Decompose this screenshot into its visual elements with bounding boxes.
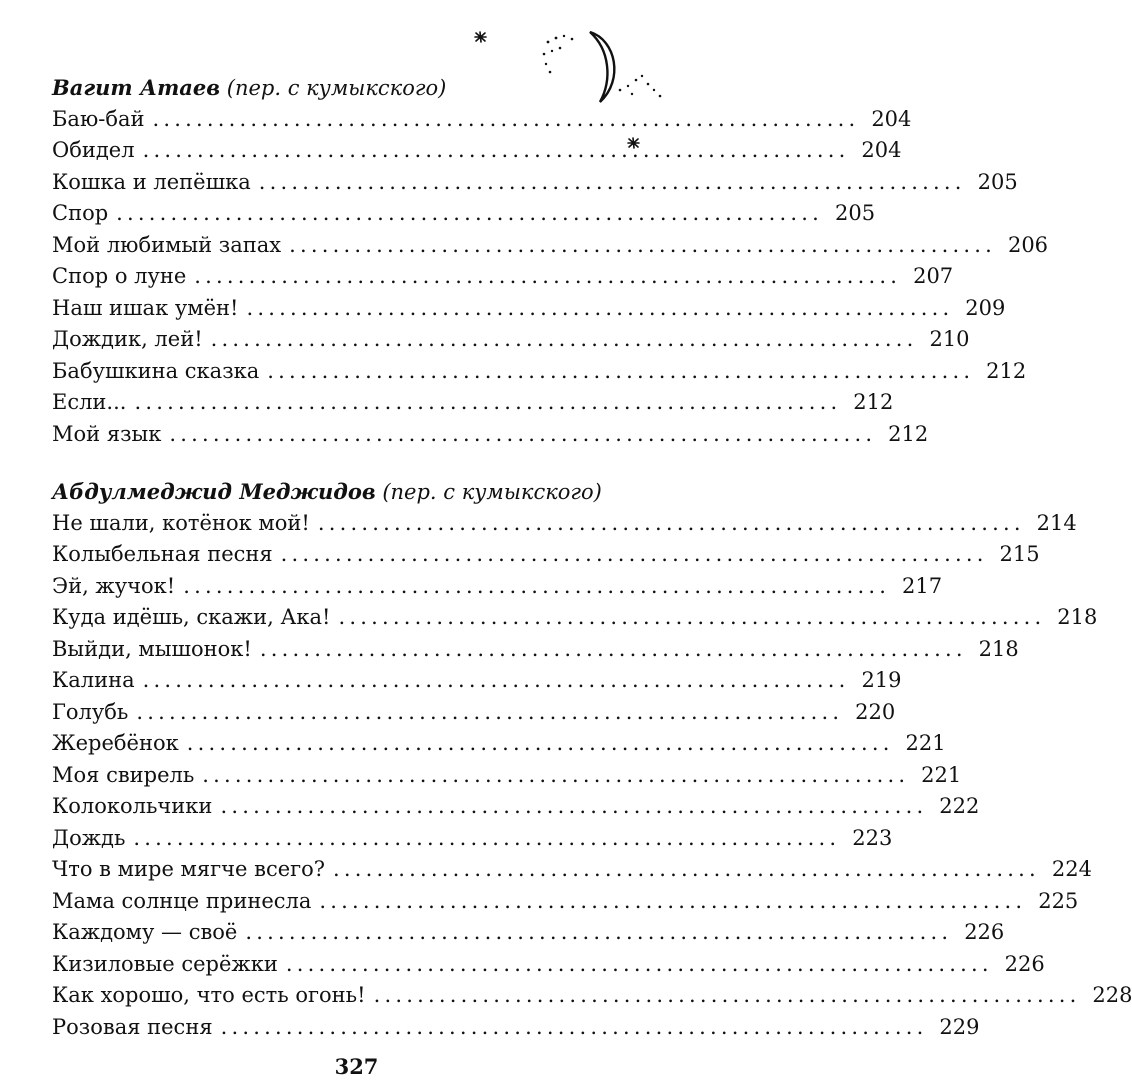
dot-leader: ................................................................. <box>186 731 894 755</box>
toc-entry[interactable] <box>52 167 1018 199</box>
entry-title: Дождь <box>52 825 126 850</box>
entry-title: Баю-бай <box>52 106 145 131</box>
page-number: 327 <box>334 1054 379 1079</box>
dot-leader: ................................................................. <box>134 390 842 414</box>
entry-title: Голубь <box>52 699 129 724</box>
entry-title: Каждому — своё <box>52 920 238 944</box>
toc-entry[interactable] <box>52 261 954 293</box>
moon-icon <box>590 32 614 102</box>
entry-title: Моя свирель <box>52 762 195 787</box>
toc-entry[interactable] <box>52 949 1045 981</box>
toc-entry[interactable] <box>52 980 1132 1012</box>
entry-page: 225 <box>1038 888 1079 913</box>
author-name: Абдулмеджид Меджидов <box>52 479 376 504</box>
dot-leader: ................................................................. <box>210 327 918 351</box>
toc-entry[interactable] <box>52 823 893 855</box>
entry-page: 219 <box>861 668 902 692</box>
table-of-contents <box>52 72 1132 1069</box>
toc-entry[interactable] <box>52 917 1005 949</box>
section-heading <box>52 72 574 104</box>
entry-page: 222 <box>939 794 980 818</box>
translation-note: (пер. с кумыкского) <box>226 76 447 100</box>
entry-title: Колокольчики <box>52 794 213 818</box>
entry-title: Колыбельная песня <box>52 542 273 566</box>
toc-entry[interactable] <box>52 728 946 760</box>
dot-leader: ................................................................. <box>220 794 928 818</box>
entry-page: 204 <box>871 106 912 131</box>
entry-title: Наш ишак умён! <box>52 295 239 320</box>
toc-entry[interactable] <box>52 602 1098 634</box>
entry-page: 220 <box>855 699 896 724</box>
entry-title: Как хорошо, что есть огонь! <box>52 983 366 1007</box>
toc-entry[interactable] <box>52 791 980 823</box>
dot-leader: ................................................................. <box>220 1014 928 1039</box>
star-icon <box>475 32 486 42</box>
toc-entry[interactable] <box>52 571 943 603</box>
toc-entry[interactable] <box>52 539 1040 571</box>
entry-page: 205 <box>834 201 876 225</box>
dot-leader: ................................................................. <box>116 201 824 225</box>
entry-title: Кизиловые серёжки <box>52 951 278 976</box>
toc-entry[interactable] <box>52 854 1092 886</box>
dot-leader: ................................................................. <box>169 421 877 446</box>
entry-title: Дождик, лей! <box>52 327 203 351</box>
toc-entry[interactable] <box>52 104 912 136</box>
toc-entry[interactable] <box>52 356 1027 388</box>
entry-title: Мой язык <box>52 421 162 446</box>
entry-page: 229 <box>939 1014 980 1039</box>
entry-page: 223 <box>852 825 893 850</box>
entry-page: 217 <box>902 573 943 598</box>
entry-page: 205 <box>977 169 1018 194</box>
toc-entry[interactable] <box>52 230 1049 262</box>
entry-title: Розовая песня <box>52 1014 213 1039</box>
entry-page: 207 <box>913 264 954 288</box>
dot-leader: ................................................................. <box>333 857 1040 881</box>
entry-page: 214 <box>1036 510 1077 535</box>
entry-page: 206 <box>1007 232 1049 257</box>
toc-entry[interactable] <box>52 419 929 451</box>
dot-leader: ................................................................. <box>338 605 1046 629</box>
toc-entry[interactable] <box>52 293 1006 325</box>
dot-leader: ................................................................. <box>285 951 993 976</box>
toc-entry[interactable] <box>52 324 970 356</box>
entry-title: Калина <box>52 668 135 692</box>
dot-leader: ................................................................. <box>202 762 910 787</box>
entry-title: Бабушкина сказка <box>52 358 260 383</box>
dot-leader: ................................................................. <box>136 699 844 724</box>
entry-title: Выйди, мышонок! <box>52 636 252 661</box>
entry-page: 218 <box>978 636 1019 661</box>
translation-note: (пер. с кумыкского) <box>382 480 602 504</box>
dot-leader: ................................................................. <box>317 510 1025 535</box>
entry-title: Куда идёшь, скажи, Ака! <box>52 605 331 629</box>
entry-title: Если... <box>52 390 127 414</box>
dot-leader: ................................................................. <box>152 106 860 131</box>
toc-entry[interactable] <box>52 198 876 230</box>
entry-title: Спор о луне <box>52 264 187 288</box>
entry-page: 212 <box>888 421 929 446</box>
dot-leader: ................................................................. <box>246 295 954 320</box>
entry-title: Что в мире мягче всего? <box>52 857 326 881</box>
entry-page: 210 <box>929 327 970 351</box>
dot-leader: ................................................................. <box>142 138 850 162</box>
toc-entry[interactable] <box>52 697 896 729</box>
dot-leader: ................................................................. <box>289 232 997 257</box>
entry-title: Обидел <box>52 138 135 162</box>
toc-entry[interactable] <box>52 665 902 697</box>
section-heading <box>52 476 602 508</box>
entry-page: 215 <box>999 542 1040 566</box>
entry-title: Мама солнце принесла <box>52 888 312 913</box>
toc-entry[interactable] <box>52 1012 980 1044</box>
dot-leader: ................................................................. <box>319 888 1027 913</box>
entry-title: Мой любимый запах <box>52 232 282 257</box>
entry-page: 224 <box>1051 857 1092 881</box>
entry-page: 212 <box>853 390 894 414</box>
dot-leader: ................................................................. <box>245 920 953 944</box>
author-name: Вагит Атаев <box>52 75 221 100</box>
toc-entry[interactable] <box>52 135 902 167</box>
entry-title: Спор <box>52 201 109 225</box>
toc-entry[interactable] <box>52 387 894 419</box>
entry-page: 221 <box>921 762 962 787</box>
entry-title: Эй, жучок! <box>52 573 176 598</box>
entry-title: Кошка и лепёшка <box>52 169 251 194</box>
toc-entry[interactable] <box>52 508 1077 540</box>
toc-section <box>52 72 1049 450</box>
toc-entry[interactable] <box>52 886 1079 918</box>
entry-page: 209 <box>965 295 1006 320</box>
entry-page: 226 <box>964 920 1005 944</box>
dot-leader: ................................................................. <box>373 983 1081 1007</box>
toc-section <box>52 476 1132 1043</box>
toc-entry[interactable] <box>52 760 962 792</box>
entry-page: 212 <box>986 358 1027 383</box>
entry-title: Жеребёнок <box>52 731 179 755</box>
dot-leader: ................................................................. <box>258 169 966 194</box>
dot-leader: ................................................................. <box>142 668 850 692</box>
entry-page: 204 <box>861 138 902 162</box>
dot-leader: ................................................................. <box>194 264 902 288</box>
dot-leader: ................................................................. <box>267 358 975 383</box>
entry-page: 226 <box>1004 951 1045 976</box>
toc-entry[interactable] <box>52 634 1019 666</box>
entry-page: 218 <box>1057 605 1098 629</box>
entry-page: 228 <box>1092 983 1132 1007</box>
dot-leader: ................................................................. <box>280 542 988 566</box>
entry-title: Не шали, котёнок мой! <box>52 510 310 535</box>
entry-page: 221 <box>905 731 946 755</box>
dot-leader: ................................................................. <box>183 573 891 598</box>
dot-leader: ................................................................. <box>133 825 841 850</box>
dot-leader: ................................................................. <box>259 636 967 661</box>
